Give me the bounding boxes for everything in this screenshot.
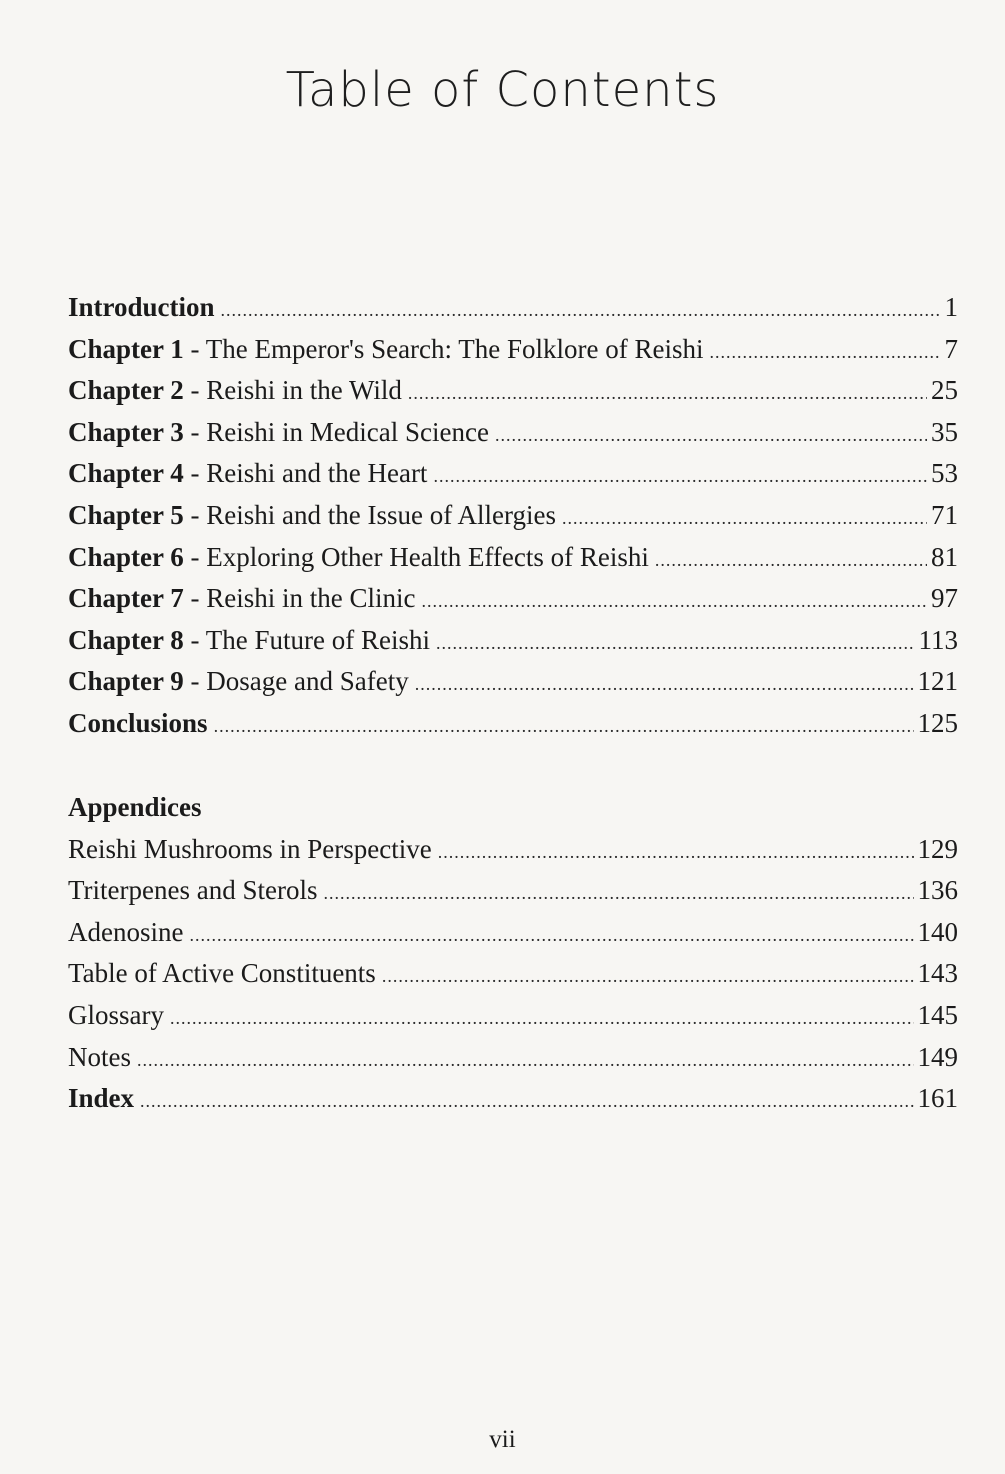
entry-page-number: 136 [917, 875, 958, 906]
entry-bold-label: Chapter 2 [68, 375, 184, 406]
entry-page-number: 161 [917, 1083, 958, 1114]
entry-label: - Reishi in the Wild [183, 375, 402, 406]
dot-leader [422, 581, 928, 623]
dot-leader [415, 664, 914, 706]
entry-bold-label: Chapter 7 [68, 583, 184, 614]
toc-entry-triterpenes [68, 870, 958, 912]
dot-leader [221, 290, 941, 332]
entry-label: - Reishi and the Heart [183, 458, 428, 489]
entry-bold-label: Introduction [68, 292, 215, 322]
entry-page-number: 97 [931, 583, 958, 614]
appendices-heading: Appendices [68, 792, 202, 822]
entry-bold-label: Index [68, 1083, 135, 1114]
dot-leader [562, 498, 927, 540]
entry-page-number: 1 [944, 292, 958, 322]
toc-entry-chapter-2 [68, 370, 958, 412]
entry-bold-label: Chapter 9 [68, 666, 184, 697]
toc-entry-glossary [68, 995, 958, 1037]
dot-leader [436, 623, 915, 665]
page-title: Table of Contents [285, 62, 720, 118]
entry-page-number: 25 [931, 375, 958, 406]
dot-leader [438, 832, 914, 874]
entry-page-number: 35 [931, 416, 958, 447]
toc-appendices-list [68, 787, 958, 1120]
dot-leader [382, 956, 914, 998]
entry-page-number: 81 [931, 541, 958, 572]
entry-page-number: 7 [944, 333, 958, 364]
toc-entry-active-constituents [68, 953, 958, 995]
entry-bold-label: Chapter 3 [68, 416, 184, 447]
entry-page-number: 129 [917, 833, 958, 864]
toc-entry-chapter-9 [68, 661, 958, 703]
dot-leader [433, 456, 927, 498]
entry-label: Reishi Mushrooms in Perspective [68, 833, 432, 864]
toc-entry-chapter-6 [68, 537, 958, 579]
page-folio: vii [489, 1426, 516, 1453]
entry-page-number: 71 [931, 499, 958, 530]
dot-leader [323, 873, 913, 915]
toc-entry-notes [68, 1037, 958, 1079]
toc-entry-reishi-mushrooms [68, 829, 958, 871]
entry-label: - Reishi in the Clinic [183, 583, 416, 614]
entry-label: Adenosine [68, 916, 184, 947]
entry-bold-label: Chapter 8 [68, 624, 184, 655]
entry-page-number: 149 [917, 1041, 958, 1072]
entry-label: - Dosage and Safety [183, 666, 409, 697]
entry-label: Notes [68, 1041, 131, 1072]
entry-page-number: 125 [917, 707, 958, 738]
dot-leader [214, 706, 914, 748]
entry-label: Triterpenes and Sterols [68, 875, 318, 906]
dot-leader [408, 373, 927, 415]
entry-bold-label: Conclusions [68, 707, 208, 738]
toc-entry-chapter-5 [68, 495, 958, 537]
entry-page-number: 121 [917, 666, 958, 697]
entry-page-number: 53 [931, 458, 958, 489]
toc-entry-introduction [68, 287, 958, 329]
dot-leader [495, 415, 927, 457]
entry-label: - Reishi and the Issue of Allergies [183, 499, 556, 530]
entry-label: Table of Active Constituents [68, 958, 376, 989]
entry-label: - The Future of Reishi [183, 624, 430, 655]
entry-page-number: 143 [917, 958, 958, 989]
toc-entry-index [68, 1078, 958, 1120]
toc-entry-adenosine [68, 912, 958, 954]
entry-label: Glossary [68, 999, 164, 1030]
toc-entry-chapter-4 [68, 453, 958, 495]
dot-leader [710, 332, 941, 374]
dot-leader [655, 540, 927, 582]
entry-label: - Exploring Other Health Effects of Reishi [183, 541, 649, 572]
toc-entry-chapter-1 [68, 329, 958, 371]
dot-leader [140, 1081, 913, 1123]
entry-bold-label: Chapter 5 [68, 499, 184, 530]
entry-bold-label: Chapter 4 [68, 458, 184, 489]
dot-leader [170, 998, 914, 1040]
entry-page-number: 140 [917, 916, 958, 947]
toc-entry-chapter-3 [68, 412, 958, 454]
toc-entry-chapter-7 [68, 578, 958, 620]
entry-bold-label: Chapter 1 [68, 333, 184, 364]
toc-entry-conclusions [68, 703, 958, 745]
entry-label: - The Emperor's Search: The Folklore of Reishi [183, 333, 704, 364]
toc-entry-chapter-8 [68, 620, 958, 662]
entry-label: - Reishi in Medical Science [183, 416, 489, 447]
entry-page-number: 145 [917, 999, 958, 1030]
dot-leader [189, 915, 913, 957]
dot-leader [137, 1040, 914, 1082]
toc-main-list [68, 287, 958, 745]
entry-page-number: 113 [918, 624, 958, 655]
entry-bold-label: Chapter 6 [68, 541, 184, 572]
